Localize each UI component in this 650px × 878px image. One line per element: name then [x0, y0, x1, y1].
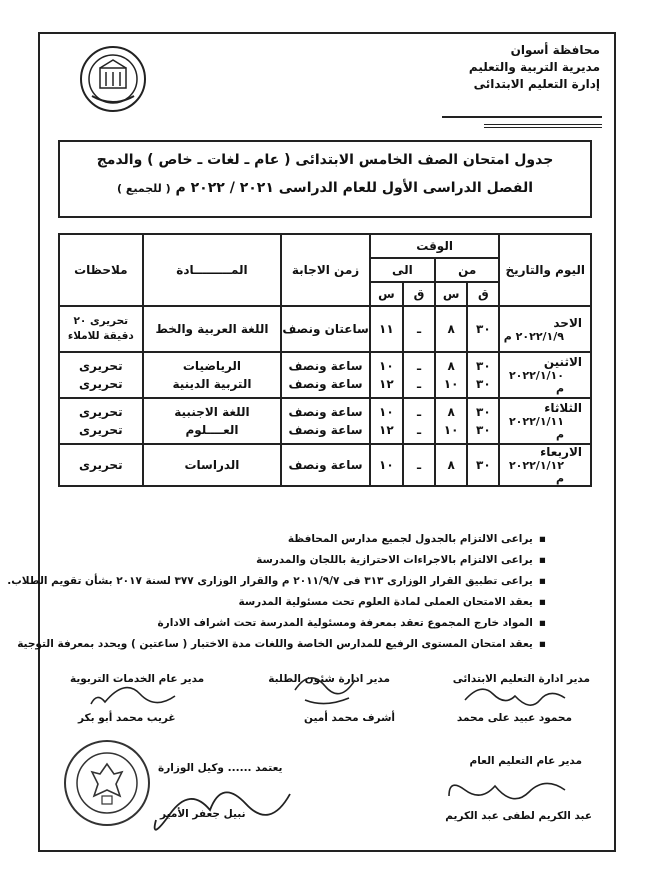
- from-minutes-cell-value: ٣٠: [476, 377, 491, 391]
- from-hour-cell: [435, 444, 467, 486]
- from-hour-cell-value: ١٠: [443, 423, 459, 437]
- notes-cell: [59, 306, 143, 352]
- services-director-title: مدير عام الخدمات التربوية: [70, 673, 205, 685]
- notes-cell-value: تحريرى: [78, 405, 123, 419]
- affairs-director-title: مدير ادارة شئون الطلبة: [268, 673, 390, 685]
- day-date-cell: [499, 444, 591, 486]
- col-header-from: من: [435, 258, 499, 282]
- exam-schedule-table: [58, 233, 592, 487]
- official-seal-icon: [62, 738, 152, 828]
- title-line-1: جدول امتحان الصف الخامس الابتدائى ( عام ـ لغات ـ خاص ) والدمج: [96, 152, 554, 168]
- table-row: [59, 398, 591, 444]
- notes-cell-value: تحريرى: [78, 377, 123, 391]
- subject-cell: [143, 306, 282, 352]
- from-hour-cell-value: ٨: [447, 322, 455, 336]
- primary-director-title: مدير ادارة التعليم الابتدائى: [452, 673, 590, 685]
- from-minutes-cell-value: ٣٠: [476, 423, 491, 437]
- directorate-logo-icon: [78, 44, 148, 114]
- note-item: ▪ يعقد امتحان المستوى الرفيع للمدارس الخاصة واللغات مدة الاختبار ( ساعتين ) ويحدد بمعرفة التوجية: [26, 634, 546, 655]
- affairs-director-name: أشرف محمد أمين: [304, 712, 395, 724]
- from-hour-cell-value: ٨: [447, 359, 455, 373]
- from-minutes-cell: [467, 398, 499, 444]
- day-date-cell: [499, 352, 591, 398]
- col-header-from-s: س: [435, 282, 467, 306]
- table-row: [59, 306, 591, 352]
- from-hour-cell-value: ٨: [447, 405, 455, 419]
- subject-cell-value: التربية الدينية: [172, 377, 252, 391]
- from-hour-cell: [435, 306, 467, 352]
- col-header-notes: ملاحظات: [59, 234, 143, 306]
- duration-cell-value: ساعة ونصف: [288, 458, 363, 472]
- to-hour-cell-value: ١١: [379, 322, 394, 336]
- exam-date: ٢٠٢٢/١/١١ م: [508, 415, 564, 441]
- col-header-to-q: ق: [403, 282, 435, 306]
- notes-cell-value: تحريرى: [78, 423, 123, 437]
- subject-cell-value: اللغة الاجنبية: [174, 405, 250, 419]
- notes-cell-value: تحريرى ٢٠ دقيقة للاملاء: [67, 315, 134, 342]
- to-hour-cell-value: ١٠: [379, 458, 394, 472]
- to-hour-cell: [370, 398, 403, 444]
- note-item: ▪ يراعى الالتزام بالجدول لجميع مدارس المحافظة: [26, 529, 546, 550]
- to-hour-cell: [370, 352, 403, 398]
- administration-name: إدارة التعليم الابتدائى: [473, 77, 600, 91]
- day-date-cell: [499, 398, 591, 444]
- note-item: ▪ يعقد الامتحان العملى لمادة العلوم تحت مسئولية المدرسة: [26, 592, 546, 613]
- from-minutes-cell: [467, 352, 499, 398]
- table-row: [59, 444, 591, 486]
- subject-cell: [143, 352, 282, 398]
- title-line-2: [60, 180, 590, 196]
- to-minutes-cell: [403, 444, 435, 486]
- to-minutes-cell-value: ـ: [416, 423, 422, 437]
- approval-text: يعتمد ...... وكيل الوزارة: [158, 762, 283, 774]
- duration-cell-value: ساعة ونصف: [288, 423, 363, 437]
- to-minutes-cell: [403, 306, 435, 352]
- primary-director-name: محمود عبيد على محمد: [456, 712, 572, 724]
- from-minutes-cell: [467, 306, 499, 352]
- from-hour-cell-value: ١٠: [443, 377, 459, 391]
- notes-cell: [59, 444, 143, 486]
- notes-cell-value: تحريرى: [78, 458, 123, 472]
- title-line-2-main: الفصل الدراسى الأول للعام الدراسى ٢٠٢١ / ٢٠٢٢ م: [175, 180, 534, 196]
- subject-cell-value: اللغة العربية والخط: [155, 322, 269, 336]
- to-minutes-cell: [403, 352, 435, 398]
- notes-cell-value: تحريرى: [78, 359, 123, 373]
- general-director-name: عبد الكريم لطفى عبد الكريم: [445, 810, 592, 822]
- exam-date: ٢٠٢٢/١/١٠ م: [508, 369, 564, 395]
- header-underline-2: [442, 116, 602, 118]
- title-box: [58, 140, 592, 218]
- to-minutes-cell: [403, 398, 435, 444]
- to-hour-cell-value: ١٠: [379, 405, 394, 419]
- subject-cell: [143, 398, 282, 444]
- subject-cell-value: الدراسات: [184, 458, 240, 472]
- notes-cell: [59, 398, 143, 444]
- col-header-duration: زمن الاجابة: [281, 234, 369, 306]
- note-item: ▪ يراعى تطبيق القرار الوزارى ٣١٣ فى ٢٠١١/٩/٧ م والقرار الوزارى ٣٧٧ لسنة ٢٠١٧ بشأن تقويم الطلاب.: [26, 571, 546, 592]
- to-minutes-cell-value: ـ: [416, 322, 422, 336]
- from-minutes-cell-value: ٣٠: [476, 458, 491, 472]
- governorate-name: محافظة أسوان: [510, 43, 600, 57]
- day-name: الثلاثاء: [544, 401, 582, 415]
- to-hour-cell-value: ١٠: [379, 359, 394, 373]
- from-minutes-cell-value: ٣٠: [476, 405, 491, 419]
- from-hour-cell: [435, 352, 467, 398]
- to-hour-cell: [370, 444, 403, 486]
- deputy-name: نبيل جعفر الأمير: [160, 808, 246, 820]
- from-minutes-cell-value: ٣٠: [476, 322, 491, 336]
- header-underline: [484, 102, 602, 128]
- duration-cell: [281, 352, 369, 398]
- to-minutes-cell-value: ـ: [416, 377, 422, 391]
- general-director-signature-icon: [445, 772, 575, 808]
- col-header-time: الوقت: [370, 234, 500, 258]
- to-hour-cell-value: ١٢: [379, 377, 394, 391]
- exam-date: ٢٠٢٢/١/١٢ م: [508, 459, 564, 485]
- to-hour-cell: [370, 306, 403, 352]
- to-minutes-cell-value: ـ: [416, 359, 422, 373]
- subject-cell-value: العــــلوم: [185, 423, 239, 437]
- col-header-to-s: س: [370, 282, 403, 306]
- to-minutes-cell-value: ـ: [416, 405, 422, 419]
- from-minutes-cell-value: ٣٠: [476, 359, 491, 373]
- note-item: ▪ المواد خارج المجموع تعقد بمعرفة ومسئولية المدرسة تحت اشراف الادارة: [26, 613, 546, 634]
- notes-list: [7, 529, 586, 655]
- from-hour-cell-value: ٨: [447, 458, 455, 472]
- exam-date: ٢٠٢٢/١/٩ م: [503, 329, 564, 343]
- duration-cell-value: ساعة ونصف: [288, 377, 363, 391]
- duration-cell-value: ساعة ونصف: [288, 405, 363, 419]
- day-name: الاثنين: [543, 355, 582, 369]
- duration-cell-value: ساعتان ونصف: [282, 322, 369, 336]
- directorate-name: مديرية التربية والتعليم: [468, 60, 600, 74]
- to-hour-cell-value: ١٢: [379, 423, 394, 437]
- from-hour-cell: [435, 398, 467, 444]
- primary-director-signature-icon: [455, 686, 575, 710]
- duration-cell: [281, 398, 369, 444]
- col-header-from-q: ق: [467, 282, 499, 306]
- affairs-director-signature-icon: [285, 660, 365, 710]
- duration-cell-value: ساعة ونصف: [288, 359, 363, 373]
- title-line-2-note: ( للجميع ): [116, 182, 171, 195]
- day-name: الاحد: [553, 315, 582, 330]
- day-date-cell: [499, 306, 591, 352]
- subject-cell-value: الرياضيات: [182, 359, 242, 373]
- services-director-name: غريب محمد أبو بكر: [78, 712, 176, 724]
- header-block: [469, 42, 600, 93]
- subject-cell: [143, 444, 282, 486]
- note-item: ▪ يراعى الالتزام بالاجراءات الاحترازية باللجان والمدرسة: [26, 550, 546, 571]
- to-minutes-cell-value: ـ: [416, 458, 422, 472]
- col-header-subject: المـــــــــادة: [143, 234, 282, 306]
- general-director-title: مدير عام التعليم العام: [469, 755, 582, 767]
- duration-cell: [281, 306, 369, 352]
- col-header-day-date: اليوم والتاريخ: [499, 234, 591, 306]
- notes-cell: [59, 352, 143, 398]
- services-director-signature-icon: [85, 686, 185, 712]
- day-name: الاربعاء: [540, 445, 582, 459]
- col-header-to: الى: [370, 258, 435, 282]
- duration-cell: [281, 444, 369, 486]
- from-minutes-cell: [467, 444, 499, 486]
- table-row: [59, 352, 591, 398]
